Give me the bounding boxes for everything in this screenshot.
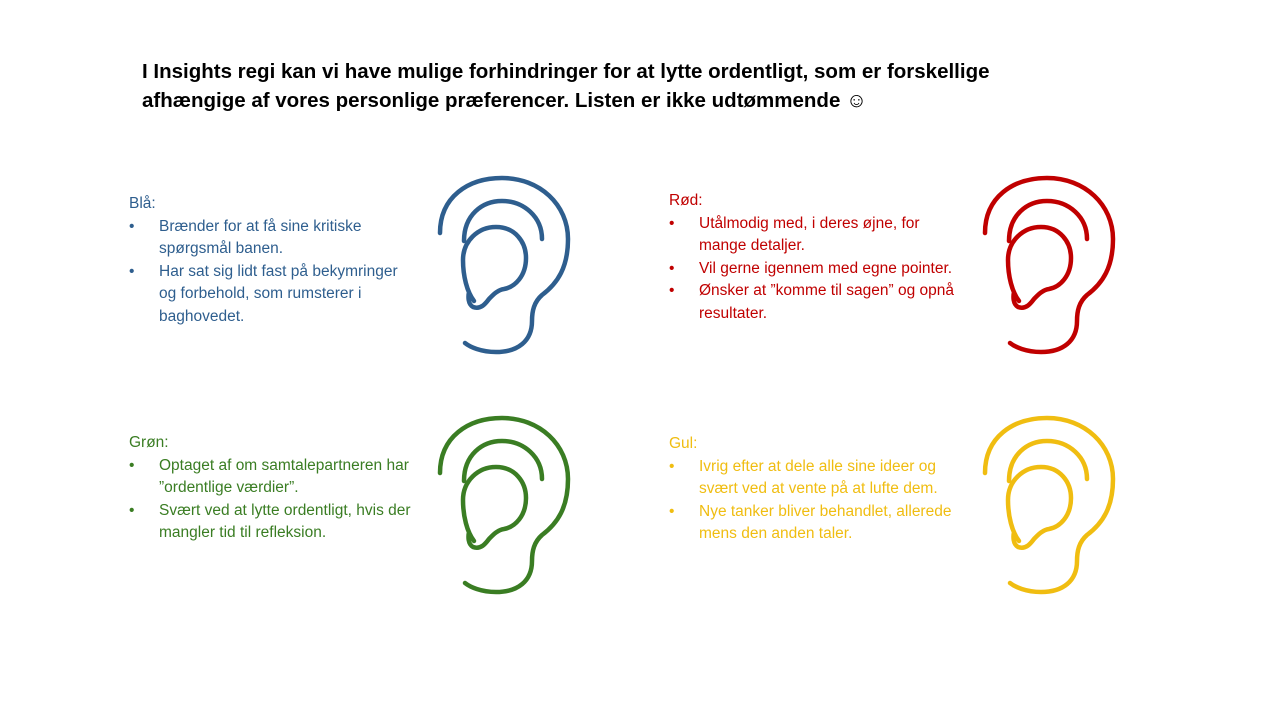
list-item: • Utålmodig med, i deres øjne, for mange detaljer. <box>669 213 969 258</box>
title-line-1: I Insights regi kan vi have mulige forhindringer for at lytte ordentligt, som er forskellige <box>142 60 990 83</box>
title-line-2: afhængige af vores personlige præferencer. Listen er ikke udtømmende ☺ <box>142 89 867 112</box>
ear-icon <box>436 175 576 360</box>
bullet-list <box>129 216 419 329</box>
bullet-list <box>669 456 969 546</box>
page-title <box>142 57 1142 115</box>
quadrant-heading: Rød: <box>669 192 703 209</box>
quadrant-heading: Grøn: <box>129 434 169 451</box>
list-item: • Optaget af om samtalepartneren har ”ordentlige værdier”. <box>129 455 419 500</box>
quadrant-heading: Blå: <box>129 195 156 212</box>
ear-icon <box>981 175 1121 360</box>
quadrant-blue <box>129 193 419 328</box>
quadrant-heading: Gul: <box>669 435 698 452</box>
bullet-list <box>129 455 419 545</box>
list-item: • Svært ved at lytte ordentligt, hvis der mangler tid til refleksion. <box>129 500 419 545</box>
list-item: • Har sat sig lidt fast på bekymringer og forbehold, som rumsterer i baghovedet. <box>129 261 419 329</box>
ear-icon <box>981 415 1121 600</box>
list-item: • Nye tanker bliver behandlet, allerede mens den anden taler. <box>669 501 969 546</box>
bullet-list <box>669 213 969 326</box>
list-item: • Ønsker at ”komme til sagen” og opnå resultater. <box>669 280 969 325</box>
list-item: • Brænder for at få sine kritiske spørgsmål banen. <box>129 216 419 261</box>
list-item: • Ivrig efter at dele alle sine ideer og svært ved at vente på at lufte dem. <box>669 456 969 501</box>
list-item: • Vil gerne igennem med egne pointer. <box>669 258 969 281</box>
quadrant-red <box>669 190 969 325</box>
ear-icon <box>436 415 576 600</box>
quadrant-yellow <box>669 433 969 546</box>
quadrant-green <box>129 432 419 545</box>
